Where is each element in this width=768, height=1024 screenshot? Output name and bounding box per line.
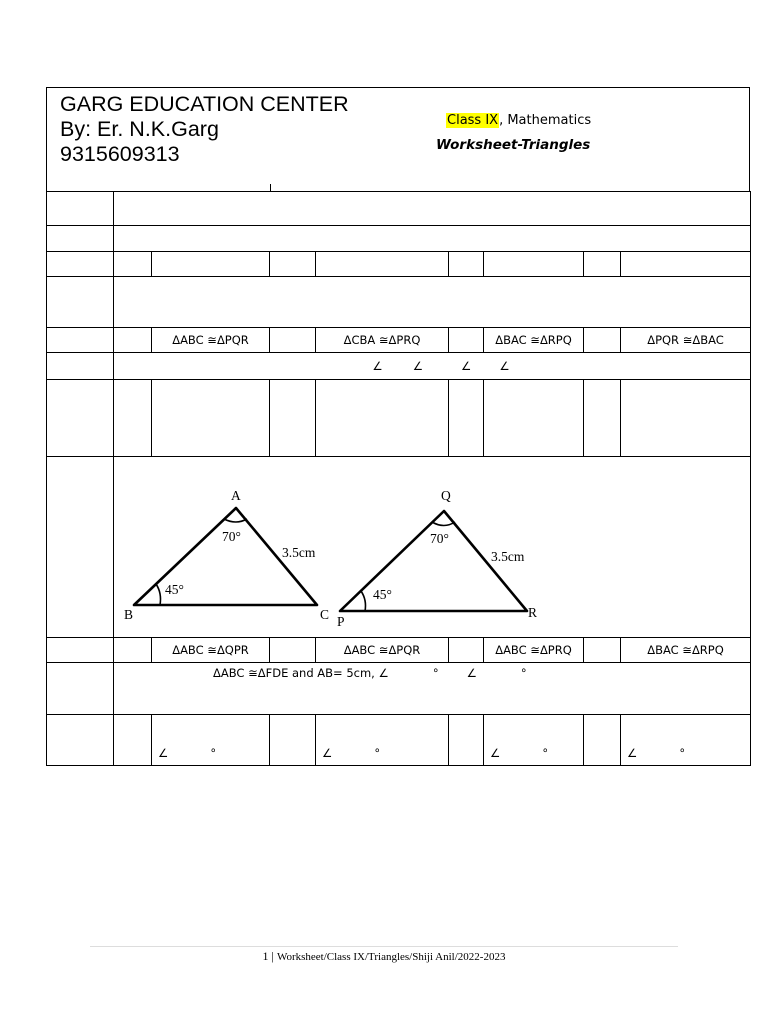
angle-symbol: ∠ — [372, 359, 383, 373]
angle-label-p: 45° — [373, 587, 392, 602]
option-a[interactable]: ΔABC ≅ΔPQR — [152, 328, 270, 353]
vertex-label-r: R — [528, 605, 538, 620]
vertex-label-a: A — [231, 488, 241, 503]
class-label: Class IX — [447, 113, 499, 128]
question-grid — [46, 191, 751, 766]
grid-row-8 — [47, 457, 751, 638]
footer-path: Worksheet/Class IX/Triangles/Shiji Anil/2022-2023 — [276, 951, 506, 963]
option-letter-cell — [114, 715, 152, 766]
option-letter-cell — [584, 638, 621, 663]
qno-cell — [47, 226, 114, 252]
qno-cell — [47, 638, 114, 663]
author-name: By: Er. N.K.Garg — [60, 117, 219, 141]
option-letter-cell — [584, 328, 621, 353]
qno-cell — [47, 252, 114, 277]
option-b[interactable]: ΔABC ≅ΔPQR — [316, 638, 449, 663]
grid-row-4 — [47, 277, 751, 328]
grid-row-1 — [47, 192, 751, 226]
option-d[interactable] — [621, 715, 751, 766]
angle-symbol: ∠ — [461, 359, 472, 373]
option-letter-cell — [114, 638, 152, 663]
grid-row-6 — [47, 353, 751, 380]
vertex-label-q: Q — [441, 488, 451, 503]
qno-cell — [47, 715, 114, 766]
triangles-figure — [114, 457, 750, 638]
angle-arc-b — [156, 584, 161, 605]
option-cell[interactable] — [621, 380, 751, 457]
option-letter-cell — [584, 252, 621, 277]
option-a[interactable]: ΔABC ≅ΔQPR — [152, 638, 270, 663]
side-label-qr: 3.5cm — [491, 549, 525, 564]
option-letter-cell — [270, 252, 316, 277]
footer-separator: | — [268, 949, 277, 963]
angle-arc-q — [432, 522, 455, 526]
option-c[interactable]: ΔABC ≅ΔPRQ — [484, 638, 584, 663]
option-c[interactable]: ΔBAC ≅ΔRPQ — [484, 328, 584, 353]
option-letter-cell — [449, 328, 484, 353]
question-cell — [114, 192, 751, 226]
question-cell — [114, 226, 751, 252]
phone-number: 9315609313 — [60, 142, 180, 166]
option-letter-cell — [584, 715, 621, 766]
angle-symbol: ∠ — [499, 359, 510, 373]
org-block — [60, 92, 349, 167]
option-cell[interactable] — [621, 252, 751, 277]
option-letter-cell — [449, 252, 484, 277]
option-d[interactable]: ΔBAC ≅ΔRPQ — [621, 638, 751, 663]
degree-symbol: ° — [374, 746, 381, 760]
option-letter-cell — [114, 380, 152, 457]
page-footer — [0, 949, 768, 964]
question-cell — [114, 277, 751, 328]
degree-symbol: ° — [520, 666, 527, 680]
header-tick-mark — [270, 184, 271, 191]
option-a[interactable] — [152, 715, 270, 766]
option-letter-cell — [114, 328, 152, 353]
triangle-figure-cell — [114, 457, 751, 638]
vertex-label-c: C — [320, 607, 330, 622]
worksheet-header — [46, 87, 750, 191]
qno-cell — [47, 277, 114, 328]
option-b[interactable] — [316, 715, 449, 766]
option-c[interactable] — [484, 715, 584, 766]
grid-row-10 — [47, 663, 751, 715]
class-subject — [446, 113, 591, 128]
qno-cell — [47, 353, 114, 380]
qno-cell — [47, 663, 114, 715]
degree-symbol: ° — [542, 746, 549, 760]
subject-label: Mathematics — [507, 113, 592, 128]
option-cell[interactable] — [316, 252, 449, 277]
option-letter-cell — [270, 638, 316, 663]
qno-cell — [47, 328, 114, 353]
angle-arc-a — [224, 519, 247, 522]
angle-arc-p — [361, 591, 366, 611]
option-letter-cell — [270, 380, 316, 457]
vertex-label-p: P — [337, 614, 345, 629]
footer-divider — [90, 946, 678, 947]
congruence-statement: ΔABC ≅ΔFDE and AB= 5cm, ∠ — [213, 666, 389, 680]
worksheet-sheet — [46, 87, 750, 766]
option-letter-cell — [270, 715, 316, 766]
option-letter-cell — [449, 715, 484, 766]
qno-cell — [47, 192, 114, 226]
vertex-label-b: B — [124, 607, 134, 622]
angle-label-b: 45° — [165, 582, 184, 597]
degree-symbol: ° — [432, 666, 439, 680]
grid-row-7 — [47, 380, 751, 457]
option-cell[interactable] — [152, 252, 270, 277]
option-letter-cell — [584, 380, 621, 457]
angle-symbol: ∠ — [158, 746, 169, 760]
worksheet-title: Worksheet-Triangles — [436, 137, 591, 153]
option-letter-cell — [449, 380, 484, 457]
qno-cell — [47, 457, 114, 638]
degree-symbol: ° — [210, 746, 217, 760]
option-cell[interactable] — [316, 380, 449, 457]
option-cell[interactable] — [484, 252, 584, 277]
angle-symbol: ∠ — [490, 746, 501, 760]
option-letter-cell — [114, 252, 152, 277]
org-name: GARG EDUCATION CENTER — [60, 92, 349, 116]
option-b[interactable]: ΔCBA ≅ΔPRQ — [316, 328, 449, 353]
option-cell[interactable] — [484, 380, 584, 457]
option-letter-cell — [449, 638, 484, 663]
angle-symbol: ∠ — [627, 746, 638, 760]
option-letter-cell — [270, 328, 316, 353]
option-cell[interactable] — [152, 380, 270, 457]
angle-symbol: ∠ — [466, 666, 477, 680]
angle-label-a: 70° — [222, 529, 241, 544]
page-number: 1 — [262, 949, 269, 963]
grid-row-5 — [47, 328, 751, 353]
angle-symbols-row — [114, 353, 751, 380]
angle-symbol: ∠ — [322, 746, 333, 760]
side-label-ac: 3.5cm — [282, 545, 316, 560]
qno-cell — [47, 380, 114, 457]
question-statement-cell — [114, 663, 751, 715]
angle-symbol: ∠ — [412, 359, 423, 373]
degree-symbol: ° — [679, 746, 686, 760]
grid-row-3 — [47, 252, 751, 277]
grid-row-2 — [47, 226, 751, 252]
class-separator: , — [499, 113, 508, 128]
grid-row-9 — [47, 638, 751, 663]
grid-row-11 — [47, 715, 751, 766]
angle-label-q: 70° — [430, 531, 449, 546]
option-d[interactable]: ΔPQR ≅ΔBAC — [621, 328, 751, 353]
